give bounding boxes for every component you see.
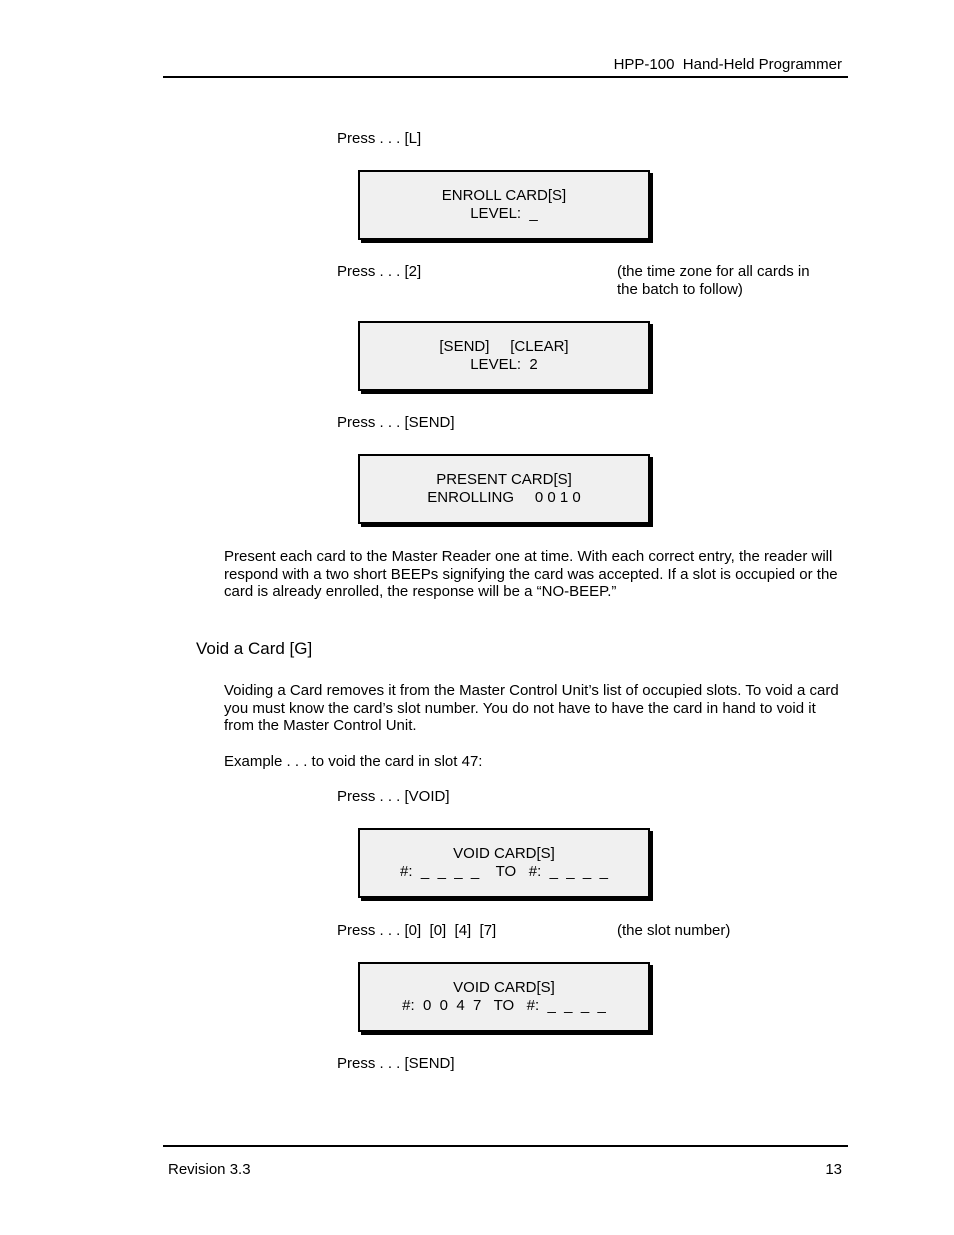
footer-page-number: 13 [825, 1161, 842, 1178]
display-line: VOID CARD[S] [453, 845, 555, 862]
note-time-zone: (the time zone for all cards in the batch to follow) [617, 263, 810, 298]
step-press-send: Press . . . [SEND] [337, 414, 455, 431]
display-void-empty [358, 828, 650, 898]
step-press-0047: Press . . . [0] [0] [4] [7] [337, 922, 497, 939]
display-line: [SEND] [CLEAR] [439, 338, 569, 355]
step-press-void: Press . . . [VOID] [337, 788, 450, 805]
display-send-clear [358, 321, 650, 391]
display-line: PRESENT CARD[S] [436, 471, 572, 488]
example-text: Example . . . to void the card in slot 47: [224, 753, 483, 770]
display-enroll [358, 170, 650, 240]
display-line: #: _ _ _ _ TO #: _ _ _ _ [400, 863, 608, 880]
step-press-l: Press . . . [L] [337, 130, 422, 147]
header-title: HPP-100 Hand-Held Programmer [613, 56, 842, 73]
footer-revision: Revision 3.3 [168, 1161, 251, 1178]
section-heading: Void a Card [G] [196, 639, 313, 658]
display-line: ENROLLING 0 0 1 0 [427, 489, 581, 506]
paragraph-voiding: Voiding a Card removes it from the Master Control Unit’s list of occupied slots. To void a card you must know the card’s slot number. You do not have to have the card in hand to void it from the Master Control Unit. [224, 682, 839, 734]
step-press-2: Press . . . [2] [337, 263, 422, 280]
display-line: LEVEL: 2 [470, 356, 538, 373]
display-line: LEVEL: _ [470, 205, 538, 222]
header-rule [163, 76, 848, 78]
footer-rule [163, 1145, 848, 1147]
display-void-0047 [358, 962, 650, 1032]
display-present [358, 454, 650, 524]
note-slot-number: (the slot number) [617, 922, 731, 939]
step-press-send-final: Press . . . [SEND] [337, 1055, 455, 1072]
display-line: VOID CARD[S] [453, 979, 555, 996]
paragraph-present-each: Present each card to the Master Reader one at time. With each correct entry, the reader will respond with a two short BEEPs signifying the card was accepted. If a slot is occupied or the card is already enrolled, the response will be a “NO-BEEP.” [224, 548, 838, 600]
display-line: ENROLL CARD[S] [441, 187, 567, 204]
display-line: #: 0 0 4 7 TO #: _ _ _ _ [402, 997, 606, 1014]
